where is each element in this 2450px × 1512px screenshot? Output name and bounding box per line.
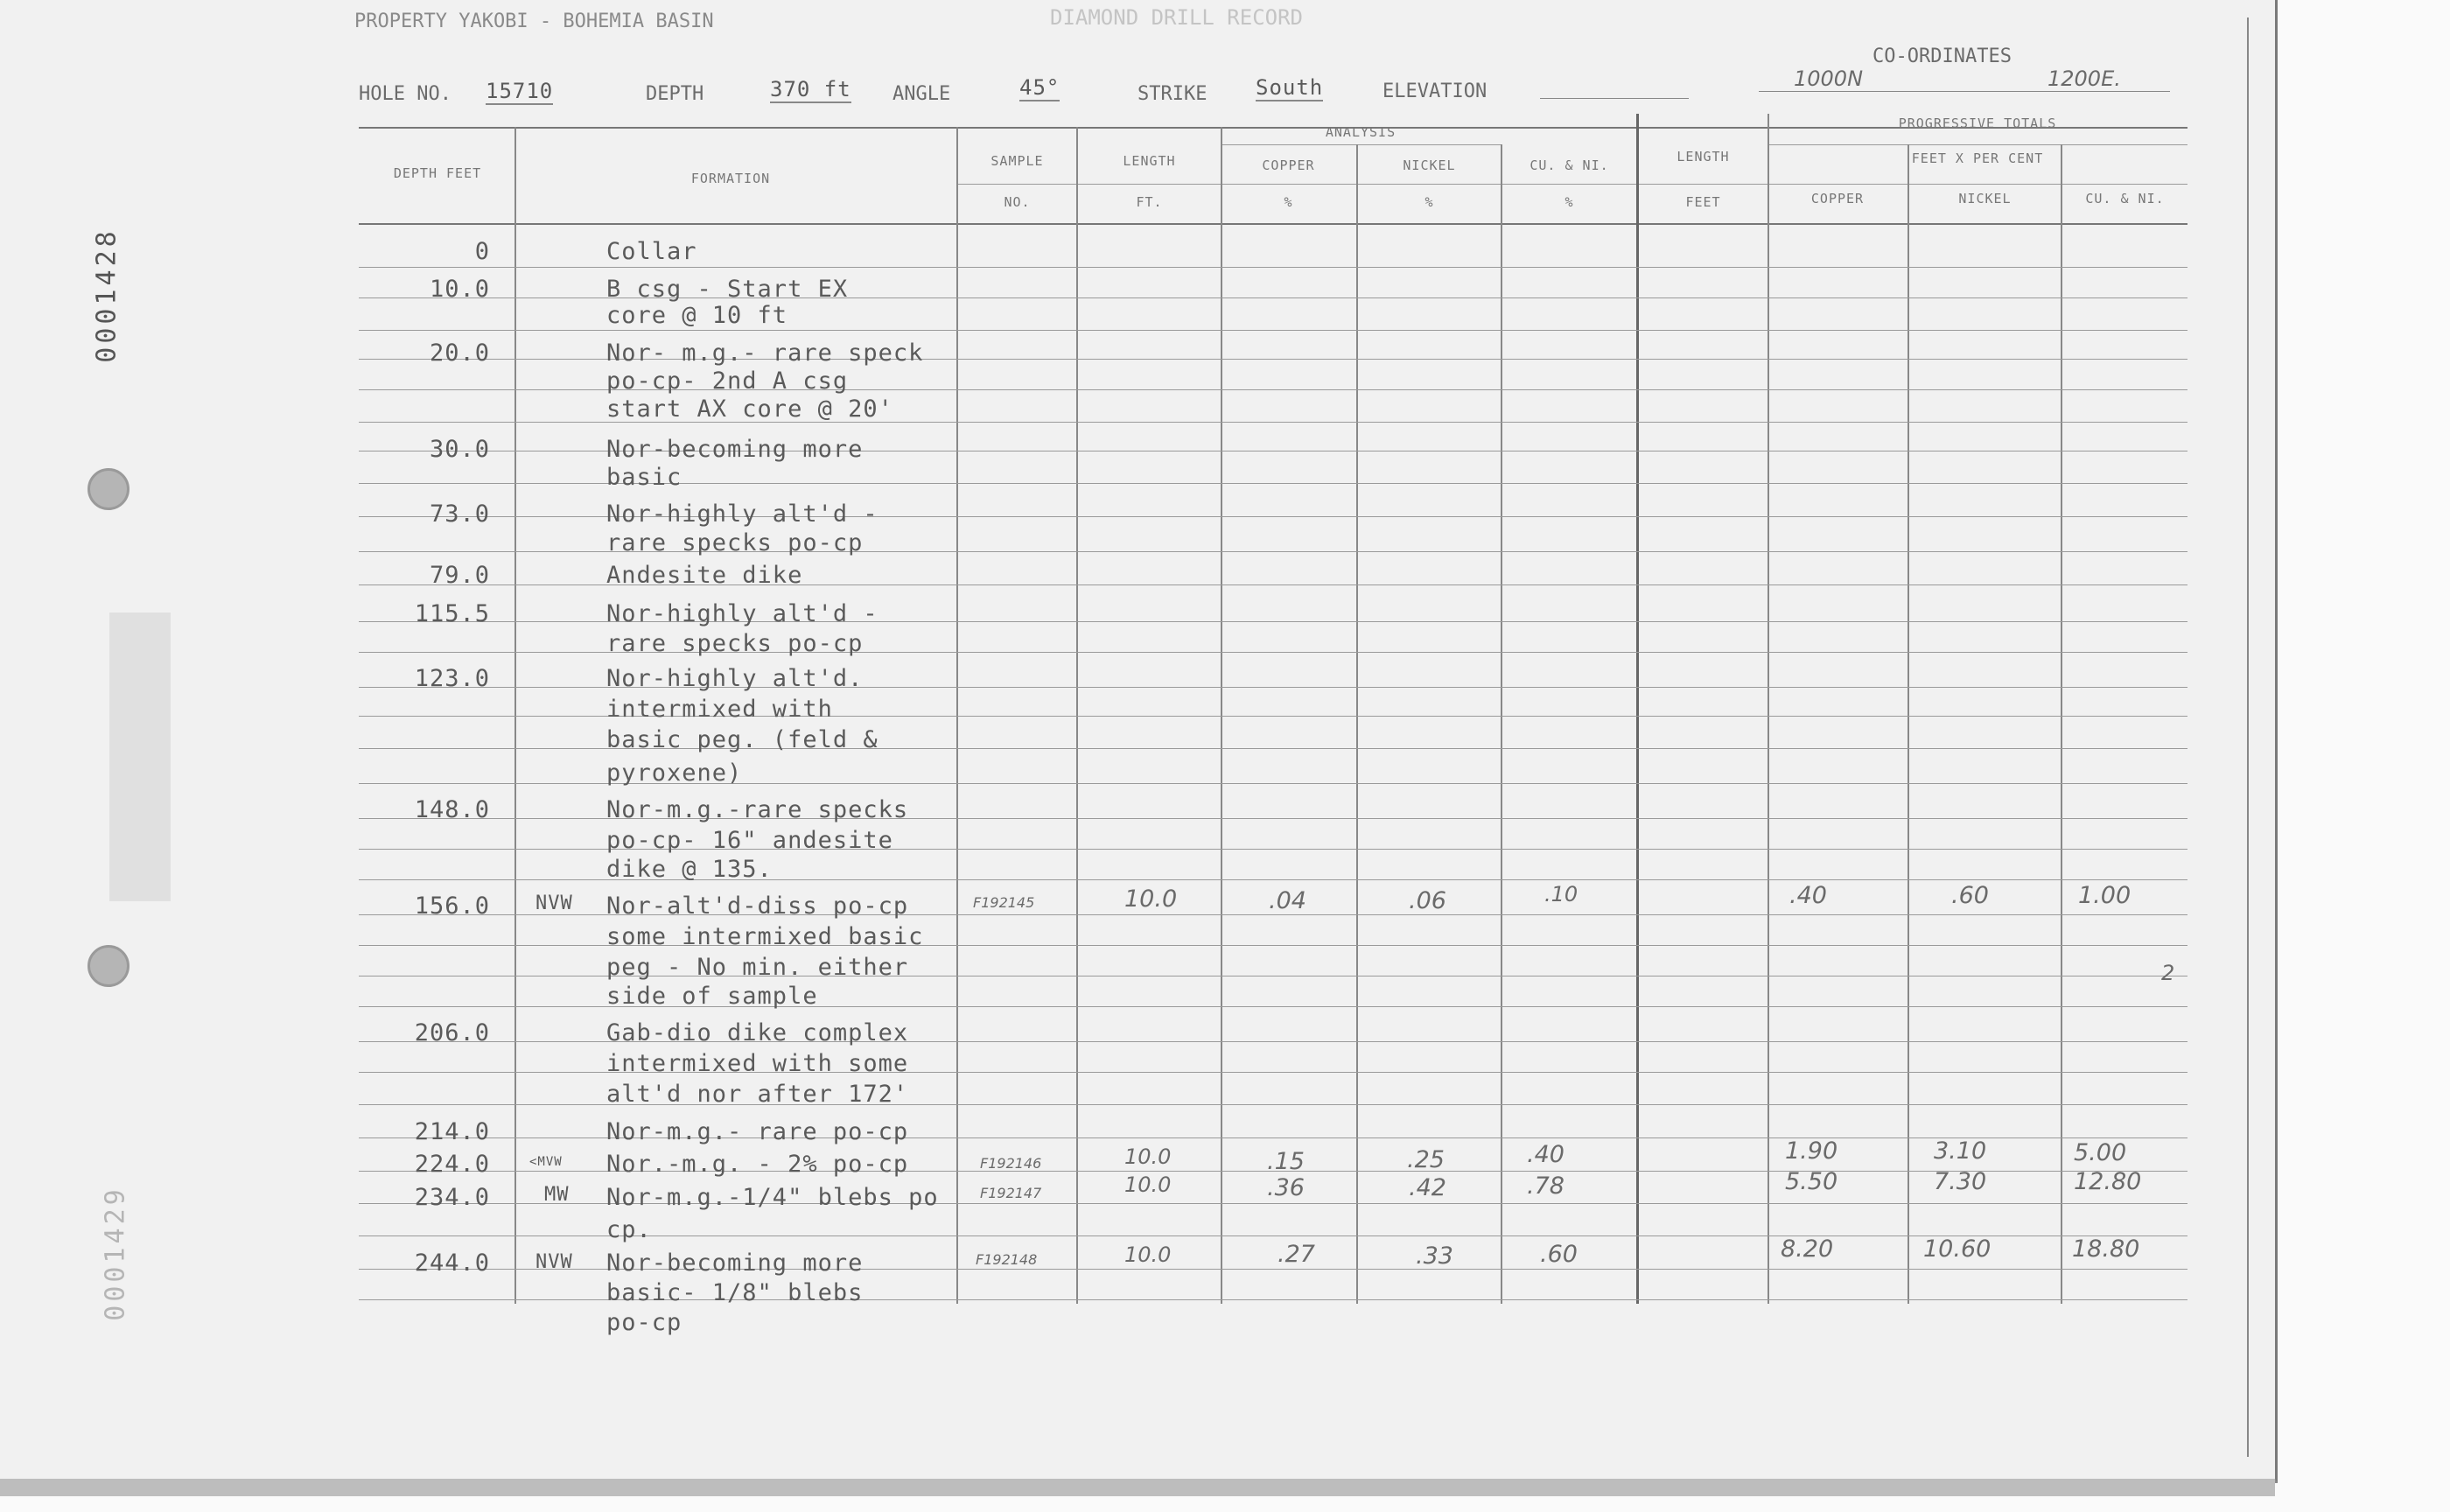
row-rule	[359, 267, 2188, 268]
analysis-divider	[1221, 144, 1501, 145]
col-progressive-totals: PROGRESSIVE TOTALS	[1898, 116, 2057, 131]
nickel-pct: .06	[1409, 887, 1446, 914]
col-feet: FEET	[1685, 194, 1721, 210]
formation-line: intermixed with	[606, 696, 833, 723]
formation-line: alt'd nor after 172'	[606, 1081, 909, 1108]
formation-line: Nor-m.g.- rare po-cp	[606, 1118, 909, 1145]
prog-copper: 1.90	[1785, 1138, 1838, 1165]
header-divider	[359, 223, 2188, 225]
copper-pct: .36	[1267, 1174, 1305, 1201]
margin-mark: 2	[2161, 961, 2175, 985]
col-feet-x-percent: FEET X PER CENT	[1911, 150, 2044, 166]
classification-code: NVW	[536, 892, 573, 914]
document-number-stamp-faint: 0001429	[100, 1186, 131, 1321]
prog-copper: 8.20	[1781, 1236, 1834, 1263]
col-line-length2	[1636, 114, 1639, 1304]
classification-code: NVW	[536, 1251, 573, 1273]
depth-value: 370 ft	[770, 77, 851, 102]
depth-value: 10.0	[429, 276, 490, 303]
classification-code: <MVW	[529, 1155, 563, 1169]
col-nickel: NICKEL	[1403, 158, 1456, 173]
prog-nickel: 10.60	[1923, 1236, 1992, 1263]
col-analysis: ANALYSIS	[1325, 124, 1396, 140]
document-number-stamp: 0001428	[91, 228, 122, 363]
formation-line: rare specks po-cp	[606, 529, 864, 556]
formation-line: intermixed with some	[606, 1050, 909, 1077]
punch-hole-bottom	[88, 945, 130, 987]
angle-label: ANGLE	[892, 83, 951, 105]
subheader-divider	[958, 184, 2188, 185]
col-cu-ni: CU. & NI.	[1530, 158, 1609, 173]
prog-cuni: 18.80	[2072, 1236, 2140, 1263]
col-copper: COPPER	[1262, 158, 1315, 173]
col-line-cuni	[1501, 144, 1502, 1304]
formation-line: peg - No min. either	[606, 954, 909, 981]
copper-pct: .27	[1278, 1241, 1315, 1268]
depth-value: 79.0	[429, 562, 490, 589]
formation-line: Nor-alt'd-diss po-cp	[606, 892, 909, 920]
formation-line: start AX core @ 20'	[606, 396, 893, 423]
col-nickel-pct: %	[1424, 194, 1434, 210]
depth-label: DEPTH	[646, 83, 704, 105]
coordinate-north: 1000N	[1794, 66, 1864, 91]
col-p-nickel: NICKEL	[1958, 191, 2012, 206]
prog-copper: .40	[1789, 882, 1827, 909]
formation-line: Nor-highly alt'd -	[606, 600, 878, 627]
col-cuni-pct: %	[1564, 194, 1574, 210]
col-line-prog	[1768, 114, 1769, 1304]
col-line-p-nickel	[1908, 144, 1909, 1304]
depth-value: 224.0	[414, 1151, 490, 1178]
cuni-pct: .78	[1527, 1172, 1564, 1200]
col-length: LENGTH	[1123, 153, 1176, 169]
prog-copper: 5.50	[1785, 1168, 1838, 1195]
formation-line: Nor-highly alt'd -	[606, 500, 878, 528]
nickel-pct: .25	[1407, 1146, 1445, 1173]
form-title: DIAMOND DRILL RECORD	[1050, 5, 1303, 30]
strike-value: South	[1256, 75, 1324, 100]
col-line-nickel	[1356, 144, 1358, 1304]
depth-value: 244.0	[414, 1250, 490, 1277]
formation-line: some intermixed basic	[606, 923, 924, 950]
col-copper-pct: %	[1284, 194, 1293, 210]
col-length-ft: FT.	[1136, 194, 1163, 210]
sheet-shadow	[0, 1479, 2275, 1496]
formation-line: Gab-dio dike complex	[606, 1019, 909, 1046]
cuni-pct: .60	[1540, 1241, 1578, 1268]
col-length2: LENGTH	[1676, 149, 1730, 164]
sample-number: F192148	[976, 1251, 1038, 1268]
scan-smudge	[109, 612, 171, 901]
sample-length: 10.0	[1124, 1144, 1172, 1169]
coordinates-underline	[1759, 91, 2170, 92]
strike-label: STRIKE	[1138, 83, 1208, 105]
prog-nickel: .60	[1951, 882, 1989, 909]
formation-line: Andesite dike	[606, 562, 803, 589]
nickel-pct: .42	[1409, 1174, 1446, 1201]
sample-number: F192146	[980, 1155, 1042, 1172]
col-sample-no: NO.	[1004, 194, 1031, 210]
formation-line: basic peg. (feld &	[606, 726, 878, 753]
formation-line: basic	[606, 464, 682, 491]
sample-length: 10.0	[1124, 1242, 1172, 1267]
col-formation: FORMATION	[690, 171, 771, 186]
nickel-pct: .33	[1416, 1242, 1453, 1270]
formation-line: Nor-highly alt'd.	[606, 665, 864, 692]
elevation-underline	[1540, 98, 1689, 99]
formation-line: Collar	[606, 238, 697, 265]
depth-value: 206.0	[414, 1019, 490, 1046]
punch-hole-top	[88, 468, 130, 510]
formation-line: side of sample	[606, 983, 818, 1010]
depth-value: 123.0	[414, 665, 490, 692]
sample-number: F192147	[980, 1185, 1042, 1201]
classification-code: MW	[544, 1184, 570, 1206]
formation-line: po-cp- 16" andesite	[606, 827, 893, 854]
formation-line: Nor-m.g.-rare specks	[606, 796, 909, 823]
formation-line: core @ 10 ft	[606, 302, 788, 329]
formation-line: basic- 1/8" blebs	[606, 1279, 864, 1306]
elevation-label: ELEVATION	[1382, 80, 1488, 102]
col-depth-feet: DEPTH FEET	[393, 165, 482, 181]
depth-value: 156.0	[414, 892, 490, 920]
coordinates-label: CO-ORDINATES	[1872, 46, 2012, 67]
row-rule	[359, 330, 2188, 331]
formation-line: Nor-becoming more	[606, 1250, 864, 1277]
depth-value: 20.0	[429, 340, 490, 367]
col-line-p-cuni	[2061, 144, 2062, 1304]
sample-number: F192145	[973, 894, 1035, 911]
prog-cuni: 12.80	[2074, 1168, 2142, 1195]
col-p-copper: COPPER	[1810, 191, 1865, 206]
sample-length: 10.0	[1124, 1172, 1172, 1197]
depth-value: 214.0	[414, 1118, 490, 1145]
coordinate-east: 1200E.	[2048, 66, 2121, 91]
formation-line: Nor.-m.g. - 2% po-cp	[606, 1151, 909, 1178]
formation-line: pyroxene)	[606, 760, 743, 787]
prog-nickel: 3.10	[1934, 1138, 1987, 1165]
depth-value: 30.0	[429, 436, 490, 463]
sheet-right-border	[2247, 18, 2249, 1457]
formation-line: po-cp- 2nd A csg	[606, 368, 849, 395]
depth-value: 0	[474, 238, 490, 265]
formation-line: Nor-becoming more	[606, 436, 864, 463]
cuni-pct: .10	[1544, 882, 1578, 906]
prog-cuni: 5.00	[2074, 1139, 2127, 1166]
prog-nickel: 7.30	[1934, 1168, 1987, 1195]
formation-line: cp.	[606, 1216, 652, 1243]
depth-value: 148.0	[414, 796, 490, 823]
angle-value: 45°	[1019, 75, 1060, 100]
hole-label: HOLE NO.	[359, 83, 452, 105]
col-p-cuni: CU. & NI.	[2085, 191, 2165, 206]
col-sample: SAMPLE	[990, 153, 1044, 169]
depth-value: 234.0	[414, 1184, 490, 1211]
property-line: PROPERTY YAKOBI - BOHEMIA BASIN	[354, 10, 714, 32]
formation-line: B csg - Start EX	[606, 276, 849, 303]
formation-line: po-cp	[606, 1309, 682, 1336]
formation-line: dike @ 135.	[606, 856, 773, 883]
progressive-divider	[1768, 144, 2188, 145]
depth-value: 73.0	[429, 500, 490, 528]
sample-length: 10.0	[1124, 886, 1178, 913]
formation-line: Nor-m.g.-1/4" blebs po	[606, 1184, 939, 1211]
formation-line: rare specks po-cp	[606, 630, 864, 657]
cuni-pct: .40	[1527, 1141, 1564, 1168]
hole-number: 15710	[486, 79, 554, 103]
copper-pct: .15	[1267, 1148, 1305, 1175]
depth-value: 115.5	[414, 600, 490, 627]
formation-line: Nor- m.g.- rare speck	[606, 340, 924, 367]
copper-pct: .04	[1269, 887, 1306, 914]
prog-cuni: 1.00	[2078, 882, 2132, 909]
